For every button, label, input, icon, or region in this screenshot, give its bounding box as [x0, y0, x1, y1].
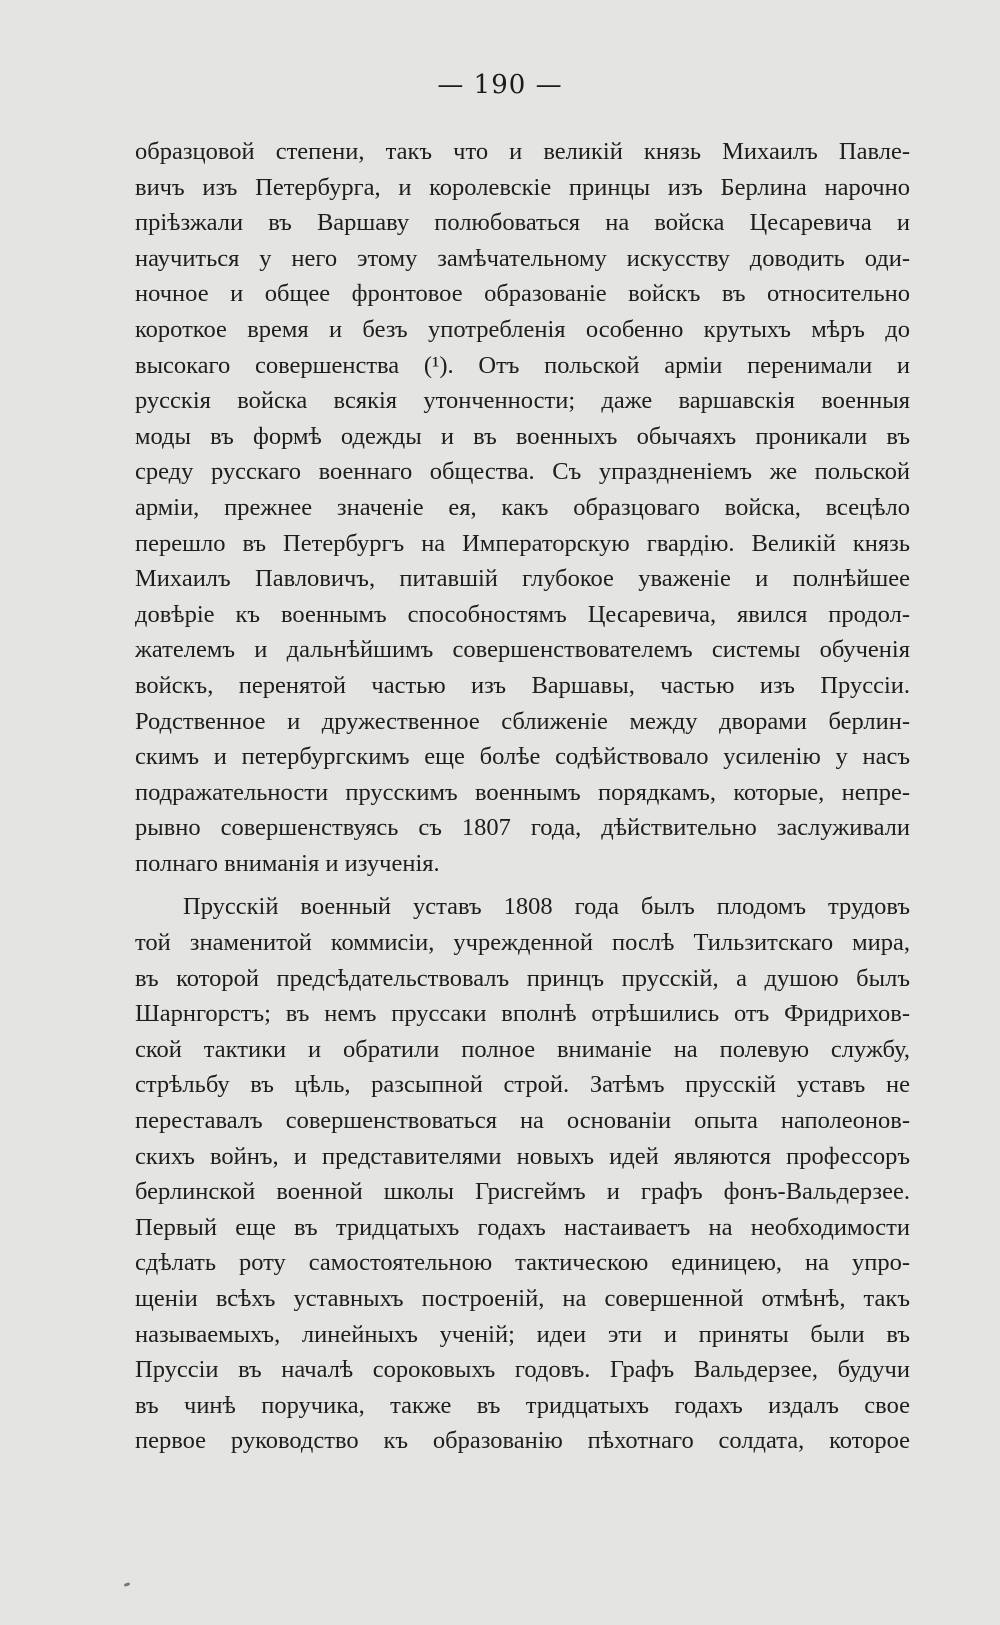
paragraph [135, 134, 910, 881]
text-line: ночное и общее фронтовое образованіе войскъ въ относительно [135, 280, 910, 308]
text-line: скихъ войнъ, и представителями новыхъ идей являются профессоръ [135, 1142, 910, 1170]
text-line: сдѣлать роту самостоятельною тактическою единицею, на упро- [135, 1249, 910, 1277]
text-line: скимъ и петербургскимъ еще болѣе содѣйствовало усиленію у насъ [135, 743, 910, 771]
text-line: той знаменитой коммисіи, учрежденной послѣ Тильзитскаго мира, [135, 929, 910, 957]
text-line: перешло въ Петербургъ на Императорскую гвардію. Великій князь [135, 529, 910, 557]
text-line: образцовой степени, такъ что и великій князь Михаилъ Павле- [135, 138, 910, 165]
text-line: жателемъ и дальнѣйшимъ совершенствователемъ системы обученія [135, 636, 910, 664]
text-line: вичъ изъ Петербурга, и королевскіе принцы изъ Берлина нарочно [135, 173, 910, 201]
text-line: короткое время и безъ употребленія особенно крутыхъ мѣръ до [135, 315, 910, 343]
paragraph-gap [135, 881, 910, 889]
text-line: подражательности прусскимъ военнымъ порядкамъ, которые, непре- [135, 778, 910, 806]
text-line: русскія войска всякія утонченности; даже варшавскія военныя [135, 387, 910, 415]
text-line: берлинской военной школы Грисгеймъ и графъ фонъ-Вальдерзее. [135, 1178, 910, 1206]
text-line: среду русскаго военнаго общества. Съ упраздненіемъ же польской [135, 458, 910, 486]
text-line: моды въ формѣ одежды и въ военныхъ обычаяхъ проникали въ [135, 422, 910, 450]
text-line: пріѣзжали въ Варшаву полюбоваться на войска Цесаревича и [135, 209, 910, 237]
text-line: Родственное и дружественное сближеніе между дворами берлин- [135, 707, 910, 735]
text-line: въ которой предсѣдательствовалъ принцъ прусскій, а душою былъ [135, 964, 910, 992]
text-line: научиться у него этому замѣчательному искусству доводить оди- [135, 244, 910, 272]
text-line: войскъ, перенятой частью изъ Варшавы, частью изъ Пруссіи. [135, 671, 910, 699]
text-line: Михаилъ Павловичъ, питавшій глубокое уваженіе и полнѣйшее [135, 565, 910, 593]
text-line: довѣріе къ военнымъ способностямъ Цесаревича, явился продол- [135, 600, 910, 628]
text-line: ской тактики и обратили полное вниманіе на полевую службу, [135, 1035, 910, 1063]
text-line: стрѣльбу въ цѣль, разсыпной строй. Затѣмъ прусскій уставъ не [135, 1071, 910, 1099]
text-line: Шарнгорстъ; въ немъ пруссаки вполнѣ отрѣшились отъ Фридрихов- [135, 1000, 910, 1028]
text-line: рывно совершенствуясь съ 1807 года, дѣйствительно заслуживали [135, 814, 910, 842]
text-line: щеніи всѣхъ уставныхъ построеній, на совершенной отмѣнѣ, такъ [135, 1285, 910, 1312]
text-line: высокаго совершенства (¹). Отъ польской арміи перенимали и [135, 351, 910, 379]
body-text [135, 134, 910, 1459]
text-line: переставалъ совершенствоваться на основаніи опыта наполеонов- [135, 1107, 910, 1135]
text-line: называемыхъ, линейныхъ ученій; идеи эти и приняты были въ [135, 1320, 910, 1348]
text-line: первое руководство къ образованію пѣхотнаго солдата, которое [135, 1427, 910, 1455]
page-number: — 190 — [437, 70, 563, 100]
text-line: полнаго вниманія и изученія. [135, 849, 440, 877]
text-line: Первый еще въ тридцатыхъ годахъ настаиваетъ на необходимости [135, 1213, 910, 1241]
text-line: арміи, прежнее значеніе ея, какъ образцоваго войска, всецѣло [135, 493, 910, 521]
text-line: Прусскій военный уставъ 1808 года былъ плодомъ трудовъ [183, 893, 910, 921]
text-line: Пруссіи въ началѣ сороковыхъ годовъ. Графъ Вальдерзее, будучи [135, 1356, 910, 1384]
paper-speck [124, 1582, 131, 1587]
text-line: въ чинѣ поручика, также въ тридцатыхъ годахъ издалъ свое [135, 1391, 910, 1419]
paragraph [135, 889, 910, 1459]
